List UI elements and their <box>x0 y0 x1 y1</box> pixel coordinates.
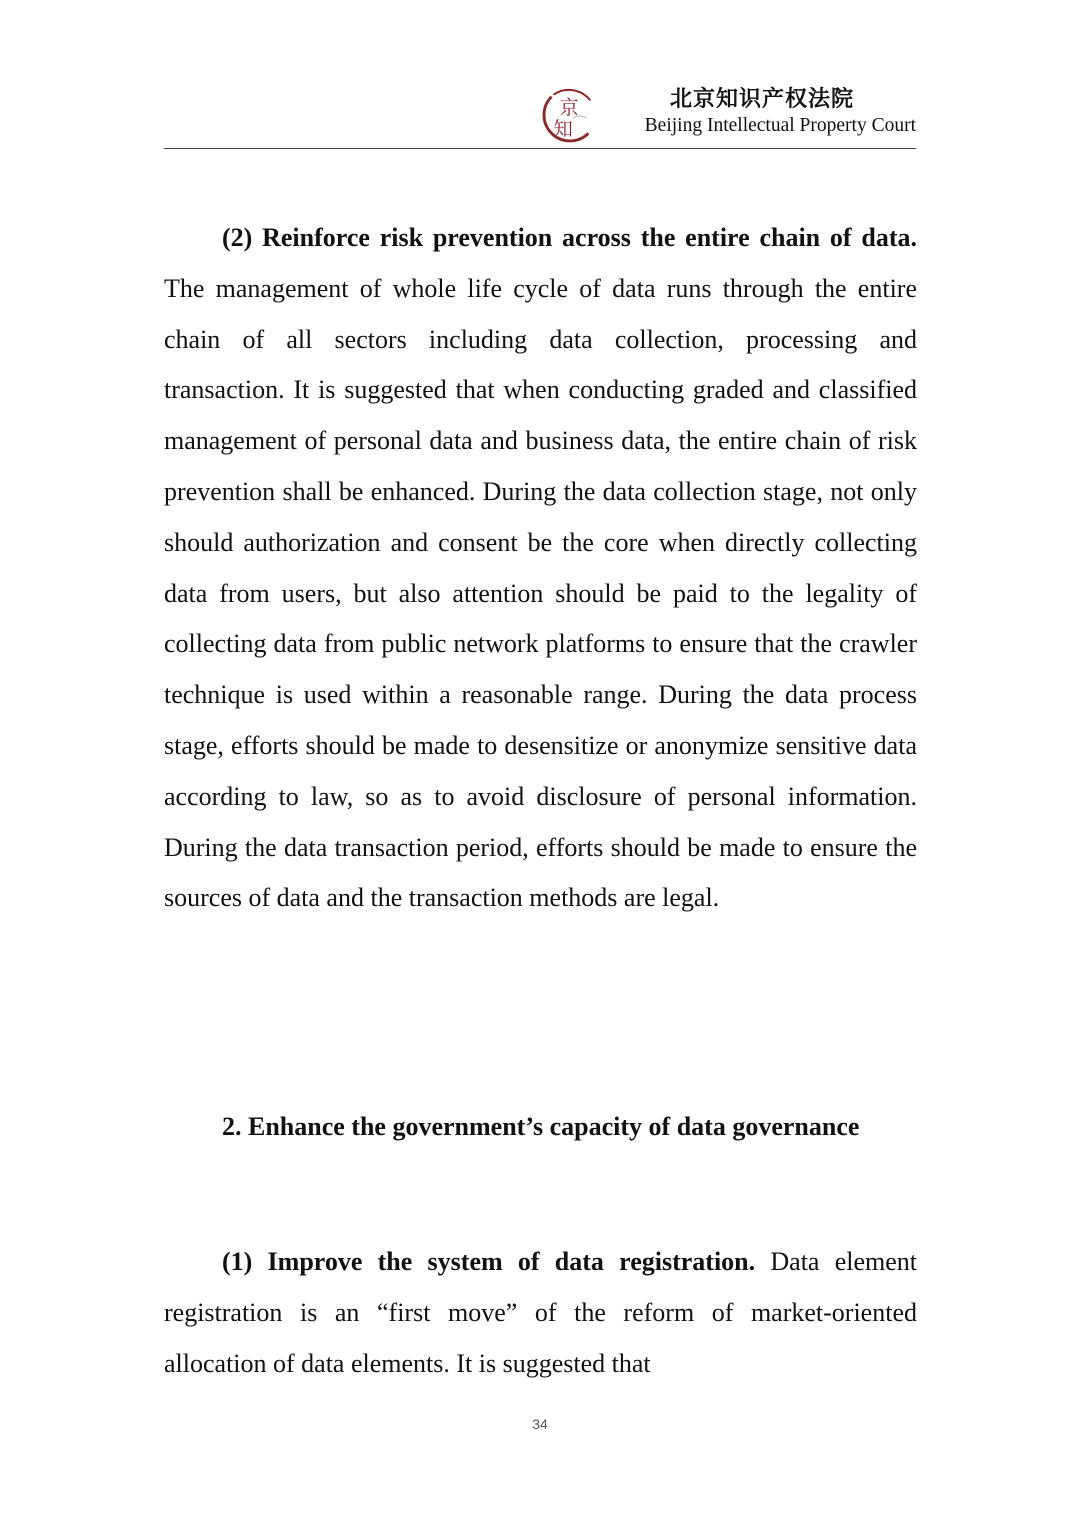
page-header <box>164 78 916 149</box>
svg-text:知: 知 <box>553 117 573 141</box>
court-name-chinese: 北京知识产权法院 <box>669 87 854 112</box>
paragraph-body: Data element registration is an “first move” of the reform of market-oriented allocation of data elements. It is suggested that <box>164 1247 917 1378</box>
section-heading: 2. Enhance the government’s capacity of data governance <box>222 1112 860 1141</box>
page-number: 34 <box>532 1416 548 1432</box>
court-name-english: Beijing Intellectual Property Court <box>644 115 916 136</box>
court-seal-logo-icon <box>540 85 598 143</box>
paragraph-data-registration <box>164 1237 917 1389</box>
paragraph-heading: (1) Improve the system of data registration. <box>222 1247 756 1276</box>
paragraph-heading: (2) Reinforce risk prevention across the entire chain of data. <box>222 223 917 252</box>
svg-text:京: 京 <box>559 96 579 119</box>
paragraph-risk-prevention <box>164 213 917 924</box>
paragraph-body: The management of whole life cycle of data runs through the entire chain of all sectors including data collection, processing and transaction. It is suggested that when conducting graded and classified management of personal data and business data, the entire chain of risk prevention shall be enhanced. During the data collection stage, not only should authorization and consent be the core when directly collecting data from users, but also attention should be paid to the legality of collecting data from public network platforms to ensure that the crawler technique is used within a reasonable range. During the data process stage, efforts should be made to desensitize or anonymize sensitive data according to law, so as to avoid disclosure of personal information. During the data transaction period, efforts should be made to ensure the sources of data and the transaction methods are legal. <box>164 273 917 913</box>
